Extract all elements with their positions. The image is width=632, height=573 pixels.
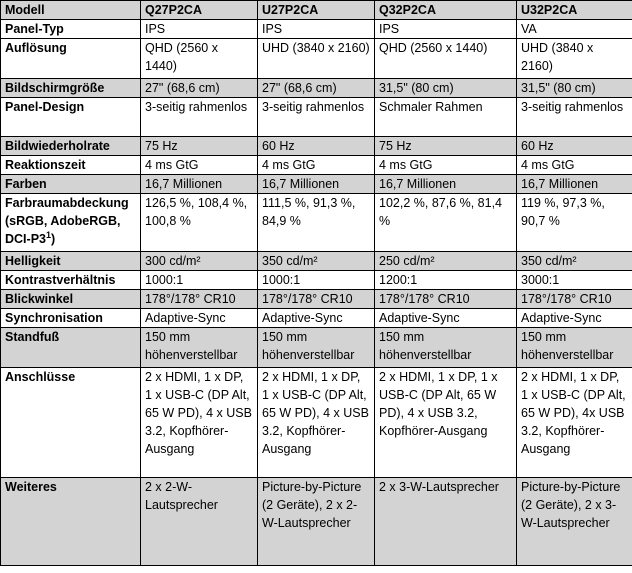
- model-name: Q27P2CA: [141, 1, 258, 20]
- row-label: Helligkeit: [1, 252, 141, 271]
- table-row: [1, 175, 632, 194]
- spec-cell: 350 cd/m²: [258, 252, 375, 271]
- table-row: [1, 20, 632, 39]
- table-row: [1, 271, 632, 290]
- spec-cell: 2 x HDMI, 1 x DP, 1 x USB-C (DP Alt, 65 W PD), 4 x USB 3.2, Kopfhörer-Ausgang: [375, 368, 517, 478]
- spec-cell: 150 mm höhenverstellbar: [258, 328, 375, 368]
- header-row: [1, 1, 632, 20]
- spec-cell: 150 mm höhenverstellbar: [375, 328, 517, 368]
- spec-cell: 3-seitig rahmenlos: [141, 98, 258, 137]
- spec-cell: QHD (2560 x 1440): [375, 39, 517, 79]
- spec-cell: 102,2 %, 87,6 %, 81,4 %: [375, 194, 517, 252]
- table-row: [1, 39, 632, 79]
- spec-cell: 16,7 Millionen: [141, 175, 258, 194]
- row-label-suffix: ): [51, 232, 56, 246]
- row-label: Panel-Typ: [1, 20, 141, 39]
- spec-cell: 126,5 %, 108,4 %, 100,8 %: [141, 194, 258, 252]
- spec-cell: 178°/178° CR10: [258, 290, 375, 309]
- spec-cell: 75 Hz: [375, 137, 517, 156]
- table-row: [1, 368, 632, 478]
- spec-cell: 75 Hz: [141, 137, 258, 156]
- spec-cell: Adaptive-Sync: [258, 309, 375, 328]
- spec-cell: 2 x 3-W-Lautsprecher: [375, 478, 517, 566]
- spec-cell: UHD (3840 x 2160): [258, 39, 375, 79]
- table-row: [1, 290, 632, 309]
- spec-cell: Adaptive-Sync: [141, 309, 258, 328]
- spec-cell: 2 x HDMI, 1 x DP, 1 x USB-C (DP Alt, 65 W PD), 4 x USB 3.2, Kopfhörer-Ausgang: [258, 368, 375, 478]
- spec-cell: 16,7 Millionen: [517, 175, 632, 194]
- spec-cell: 4 ms GtG: [375, 156, 517, 175]
- table-row: [1, 79, 632, 98]
- spec-cell: 150 mm höhenverstellbar: [517, 328, 632, 368]
- table-row: [1, 328, 632, 368]
- spec-cell: 178°/178° CR10: [517, 290, 632, 309]
- spec-cell: 300 cd/m²: [141, 252, 258, 271]
- spec-cell: 178°/178° CR10: [141, 290, 258, 309]
- row-label: Anschlüsse: [1, 368, 141, 478]
- table-row: [1, 309, 632, 328]
- spec-cell: 31,5" (80 cm): [517, 79, 632, 98]
- spec-cell: Adaptive-Sync: [517, 309, 632, 328]
- spec-cell: 3000:1: [517, 271, 632, 290]
- spec-cell: 350 cd/m²: [517, 252, 632, 271]
- row-label: [1, 194, 141, 252]
- spec-cell: 1200:1: [375, 271, 517, 290]
- spec-cell: 60 Hz: [258, 137, 375, 156]
- spec-cell: Schmaler Rahmen: [375, 98, 517, 137]
- row-label: Standfuß: [1, 328, 141, 368]
- table-row: [1, 98, 632, 137]
- spec-cell: 4 ms GtG: [517, 156, 632, 175]
- spec-cell: 111,5 %, 91,3 %, 84,9 %: [258, 194, 375, 252]
- spec-cell: UHD (3840 x 2160): [517, 39, 632, 79]
- row-label: Panel-Design: [1, 98, 141, 137]
- model-name: Q32P2CA: [375, 1, 517, 20]
- model-name: U27P2CA: [258, 1, 375, 20]
- header-label: Modell: [1, 1, 141, 20]
- row-label: Auflösung: [1, 39, 141, 79]
- spec-cell: VA: [517, 20, 632, 39]
- spec-cell: 250 cd/m²: [375, 252, 517, 271]
- table-row: [1, 478, 632, 566]
- spec-cell: 4 ms GtG: [258, 156, 375, 175]
- spec-cell: 3-seitig rahmenlos: [258, 98, 375, 137]
- spec-cell: 2 x HDMI, 1 x DP, 1 x USB-C (DP Alt, 65 W PD), 4 x USB 3.2, Kopfhörer-Ausgang: [141, 368, 258, 478]
- spec-cell: 119 %, 97,3 %, 90,7 %: [517, 194, 632, 252]
- spec-cell: Picture-by-Picture (2 Geräte), 2 x 2-W-Lautsprecher: [258, 478, 375, 566]
- row-label: Blickwinkel: [1, 290, 141, 309]
- model-name: U32P2CA: [517, 1, 632, 20]
- spec-cell: 1000:1: [141, 271, 258, 290]
- row-label: Bildschirmgröße: [1, 79, 141, 98]
- footnote-mark: 1: [45, 229, 51, 240]
- row-label: Synchronisation: [1, 309, 141, 328]
- spec-cell: Picture-by-Picture (2 Geräte), 2 x 3-W-Lautsprecher: [517, 478, 632, 566]
- spec-cell: IPS: [375, 20, 517, 39]
- table-row: [1, 156, 632, 175]
- spec-cell: 2 x HDMI, 1 x DP, 1 x USB-C (DP Alt, 65 W PD), 4x USB 3.2, Kopfhörer-Ausgang: [517, 368, 632, 478]
- spec-cell: 1000:1: [258, 271, 375, 290]
- spec-cell: Adaptive-Sync: [375, 309, 517, 328]
- row-label: Weiteres: [1, 478, 141, 566]
- row-label: Bildwiederholrate: [1, 137, 141, 156]
- row-label-text: Farbraumabdeckung (sRGB, AdobeRGB, DCI-P3: [5, 196, 129, 246]
- spec-cell: 2 x 2-W-Lautsprecher: [141, 478, 258, 566]
- spec-cell: 16,7 Millionen: [258, 175, 375, 194]
- row-label: Kontrastverhältnis: [1, 271, 141, 290]
- spec-cell: 178°/178° CR10: [375, 290, 517, 309]
- spec-cell: IPS: [141, 20, 258, 39]
- row-label: Farben: [1, 175, 141, 194]
- row-label: Reaktionszeit: [1, 156, 141, 175]
- spec-cell: 60 Hz: [517, 137, 632, 156]
- spec-cell: 4 ms GtG: [141, 156, 258, 175]
- spec-cell: IPS: [258, 20, 375, 39]
- spec-cell: QHD (2560 x 1440): [141, 39, 258, 79]
- spec-cell: 16,7 Millionen: [375, 175, 517, 194]
- spec-cell: 27" (68,6 cm): [258, 79, 375, 98]
- spec-cell: 31,5" (80 cm): [375, 79, 517, 98]
- table-row: [1, 252, 632, 271]
- table-row: [1, 194, 632, 252]
- spec-cell: 27" (68,6 cm): [141, 79, 258, 98]
- spec-cell: 3-seitig rahmenlos: [517, 98, 632, 137]
- table-row: [1, 137, 632, 156]
- spec-cell: 150 mm höhenverstellbar: [141, 328, 258, 368]
